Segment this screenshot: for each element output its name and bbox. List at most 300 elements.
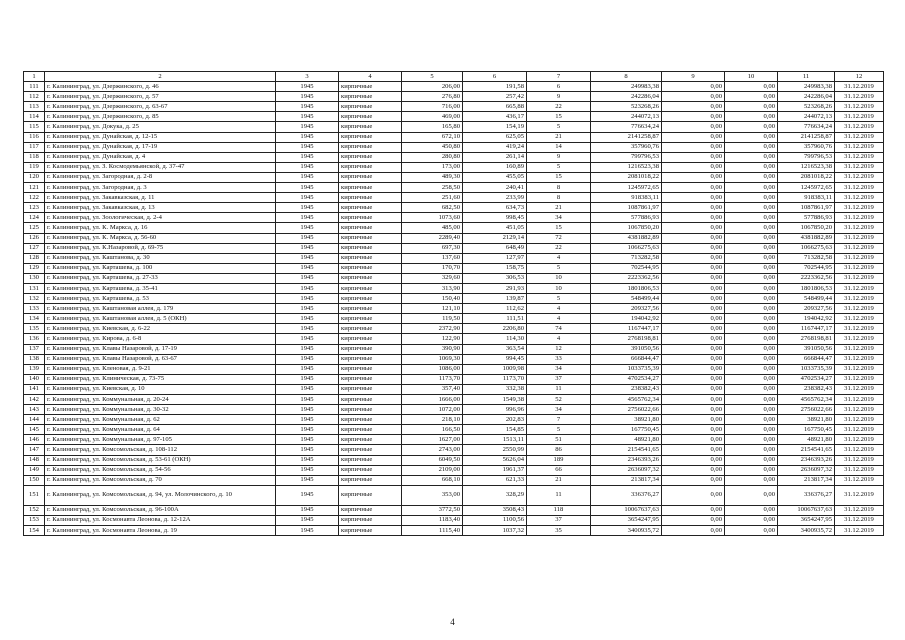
- cell-cost-col-9: 0,00: [662, 203, 725, 213]
- cell-total-cost: 38921,80: [591, 415, 662, 425]
- cell-living-area: 111,51: [463, 314, 527, 324]
- cell-address: г. Калининград, ул. Дзержинского, д. 85: [45, 112, 276, 122]
- cell-residents-count: 11: [527, 485, 591, 505]
- header-cell-total-cost: 8: [591, 72, 662, 82]
- table-header-row: [24, 72, 884, 82]
- cell-cost-col-10: 0,00: [725, 294, 778, 304]
- cell-address: г. Калининград, ул. Закавказская, д. 13: [45, 203, 276, 213]
- header-cell-row-number: 1: [24, 72, 45, 82]
- cell-year-built: 1945: [276, 334, 339, 344]
- cell-deadline-date: 31.12.2019: [835, 344, 884, 354]
- cell-row-number: 149: [24, 465, 45, 475]
- cell-residents-count: 7: [527, 415, 591, 425]
- cell-year-built: 1945: [276, 132, 339, 142]
- cell-address: г. Калининград, ул. Дзержинского, д. 63-67: [45, 102, 276, 112]
- cell-total-cost: 3654247,95: [591, 515, 662, 525]
- cell-total-cost: 2081018,22: [591, 172, 662, 182]
- cell-cost-col-11: 1245972,65: [778, 183, 835, 193]
- cell-cost-col-9: 0,00: [662, 395, 725, 405]
- cell-residents-count: 8: [527, 193, 591, 203]
- table-row: [24, 515, 884, 525]
- cell-total-area: 485,00: [402, 223, 463, 233]
- cell-cost-col-10: 0,00: [725, 354, 778, 364]
- cell-wall-material: кирпичные: [339, 435, 402, 445]
- cell-address: г. Калининград, ул. К. Маркса, д. 16: [45, 223, 276, 233]
- cell-cost-col-11: 336376,27: [778, 485, 835, 505]
- cell-row-number: 133: [24, 304, 45, 314]
- cell-total-area: 1115,40: [402, 526, 463, 536]
- cell-cost-col-9: 0,00: [662, 364, 725, 374]
- cell-wall-material: кирпичные: [339, 526, 402, 536]
- cell-year-built: 1945: [276, 233, 339, 243]
- table-row: [24, 304, 884, 314]
- cell-year-built: 1945: [276, 465, 339, 475]
- header-cell-cost-col-9: 9: [662, 72, 725, 82]
- cell-deadline-date: 31.12.2019: [835, 122, 884, 132]
- cell-living-area: 451,05: [463, 223, 527, 233]
- cell-living-area: 112,62: [463, 304, 527, 314]
- cell-cost-col-10: 0,00: [725, 82, 778, 92]
- cell-cost-col-9: 0,00: [662, 162, 725, 172]
- cell-year-built: 1945: [276, 122, 339, 132]
- cell-cost-col-11: 666844,47: [778, 354, 835, 364]
- cell-residents-count: 21: [527, 475, 591, 485]
- cell-cost-col-9: 0,00: [662, 425, 725, 435]
- cell-total-area: 1183,40: [402, 515, 463, 525]
- cell-total-area: 469,00: [402, 112, 463, 122]
- cell-total-area: 1069,30: [402, 354, 463, 364]
- header-cell-total-area: 5: [402, 72, 463, 82]
- cell-wall-material: кирпичные: [339, 263, 402, 273]
- cell-total-area: 206,00: [402, 82, 463, 92]
- cell-total-area: 150,40: [402, 294, 463, 304]
- cell-year-built: 1945: [276, 485, 339, 505]
- cell-year-built: 1945: [276, 395, 339, 405]
- cell-total-area: 1072,00: [402, 405, 463, 415]
- table-row: [24, 132, 884, 142]
- cell-cost-col-11: 2081018,22: [778, 172, 835, 182]
- cell-row-number: 129: [24, 263, 45, 273]
- cell-wall-material: кирпичные: [339, 314, 402, 324]
- cell-year-built: 1945: [276, 172, 339, 182]
- cell-living-area: 154,85: [463, 425, 527, 435]
- cell-deadline-date: 31.12.2019: [835, 243, 884, 253]
- cell-address: г. Калининград, ул. К. Маркса, д. 56-60: [45, 233, 276, 243]
- table-row: [24, 92, 884, 102]
- table-row: [24, 283, 884, 293]
- cell-total-cost: 776634,24: [591, 122, 662, 132]
- cell-address: г. Калининград, ул. Комсомольская, д. 108-112: [45, 445, 276, 455]
- cell-cost-col-11: 1216523,38: [778, 162, 835, 172]
- cell-year-built: 1945: [276, 425, 339, 435]
- cell-cost-col-9: 0,00: [662, 435, 725, 445]
- cell-residents-count: 5: [527, 294, 591, 304]
- cell-living-area: 1961,37: [463, 465, 527, 475]
- cell-year-built: 1945: [276, 515, 339, 525]
- cell-cost-col-11: 391050,56: [778, 344, 835, 354]
- cell-living-area: 261,14: [463, 152, 527, 162]
- cell-deadline-date: 31.12.2019: [835, 334, 884, 344]
- cell-address: г. Калининград, ул. Коммунальная, д. 62: [45, 415, 276, 425]
- cell-residents-count: 4: [527, 334, 591, 344]
- cell-residents-count: 51: [527, 435, 591, 445]
- cell-residents-count: 35: [527, 526, 591, 536]
- cell-residents-count: 21: [527, 203, 591, 213]
- cell-living-area: 257,42: [463, 92, 527, 102]
- table-row: [24, 505, 884, 515]
- cell-cost-col-11: 1801806,53: [778, 283, 835, 293]
- cell-total-cost: 213817,34: [591, 475, 662, 485]
- cell-cost-col-10: 0,00: [725, 515, 778, 525]
- cell-deadline-date: 31.12.2019: [835, 132, 884, 142]
- cell-total-area: 218,10: [402, 415, 463, 425]
- cell-cost-col-11: 702544,95: [778, 263, 835, 273]
- cell-wall-material: кирпичные: [339, 354, 402, 364]
- cell-total-area: 716,00: [402, 102, 463, 112]
- cell-total-area: 1666,00: [402, 395, 463, 405]
- cell-living-area: 436,17: [463, 112, 527, 122]
- table-row: [24, 425, 884, 435]
- table-row: [24, 253, 884, 263]
- cell-living-area: 419,24: [463, 142, 527, 152]
- cell-total-cost: 357960,76: [591, 142, 662, 152]
- cell-cost-col-10: 0,00: [725, 142, 778, 152]
- cell-total-area: 165,80: [402, 122, 463, 132]
- cell-wall-material: кирпичные: [339, 152, 402, 162]
- cell-total-area: 353,00: [402, 485, 463, 505]
- cell-total-cost: 548499,44: [591, 294, 662, 304]
- cell-residents-count: 22: [527, 102, 591, 112]
- cell-deadline-date: 31.12.2019: [835, 273, 884, 283]
- cell-total-area: 258,50: [402, 183, 463, 193]
- cell-row-number: 136: [24, 334, 45, 344]
- cell-year-built: 1945: [276, 193, 339, 203]
- cell-year-built: 1945: [276, 142, 339, 152]
- cell-address: г. Калининград, ул. Каштанова, д. 30: [45, 253, 276, 263]
- cell-cost-col-11: 2346393,26: [778, 455, 835, 465]
- cell-wall-material: кирпичные: [339, 193, 402, 203]
- cell-address: г. Калининград, ул. Карташева, д. 27-33: [45, 273, 276, 283]
- cell-row-number: 141: [24, 384, 45, 394]
- cell-wall-material: кирпичные: [339, 92, 402, 102]
- table-row: [24, 233, 884, 243]
- cell-residents-count: 21: [527, 132, 591, 142]
- cell-cost-col-10: 0,00: [725, 183, 778, 193]
- cell-cost-col-11: 2636097,32: [778, 465, 835, 475]
- cell-living-area: 160,89: [463, 162, 527, 172]
- cell-residents-count: 5: [527, 162, 591, 172]
- cell-cost-col-11: 167750,45: [778, 425, 835, 435]
- cell-row-number: 130: [24, 273, 45, 283]
- cell-cost-col-11: 242286,04: [778, 92, 835, 102]
- cell-cost-col-9: 0,00: [662, 455, 725, 465]
- cell-year-built: 1945: [276, 82, 339, 92]
- cell-total-cost: 48921,80: [591, 435, 662, 445]
- cell-wall-material: кирпичные: [339, 465, 402, 475]
- cell-cost-col-11: 523268,26: [778, 102, 835, 112]
- table-row: [24, 162, 884, 172]
- cell-total-cost: 3400935,72: [591, 526, 662, 536]
- cell-cost-col-9: 0,00: [662, 294, 725, 304]
- cell-total-cost: 238382,43: [591, 384, 662, 394]
- cell-address: г. Калининград, ул. Загородная, д. 3: [45, 183, 276, 193]
- cell-row-number: 128: [24, 253, 45, 263]
- cell-total-area: 251,60: [402, 193, 463, 203]
- cell-cost-col-9: 0,00: [662, 324, 725, 334]
- cell-row-number: 152: [24, 505, 45, 515]
- cell-cost-col-11: 1033735,39: [778, 364, 835, 374]
- cell-deadline-date: 31.12.2019: [835, 82, 884, 92]
- cell-wall-material: кирпичные: [339, 132, 402, 142]
- cell-total-cost: 2154541,65: [591, 445, 662, 455]
- cell-living-area: 994,45: [463, 354, 527, 364]
- cell-deadline-date: 31.12.2019: [835, 183, 884, 193]
- cell-row-number: 127: [24, 243, 45, 253]
- cell-cost-col-10: 0,00: [725, 213, 778, 223]
- cell-row-number: 139: [24, 364, 45, 374]
- cell-cost-col-10: 0,00: [725, 485, 778, 505]
- page-number: 4: [450, 617, 455, 627]
- cell-address: г. Калининград, ул. Карташева, д. 100: [45, 263, 276, 273]
- cell-cost-col-10: 0,00: [725, 203, 778, 213]
- cell-year-built: 1945: [276, 273, 339, 283]
- cell-living-area: 998,45: [463, 213, 527, 223]
- cell-total-cost: 209327,56: [591, 304, 662, 314]
- cell-row-number: 116: [24, 132, 45, 142]
- cell-total-cost: 167750,45: [591, 425, 662, 435]
- cell-cost-col-9: 0,00: [662, 354, 725, 364]
- cell-cost-col-11: 548499,44: [778, 294, 835, 304]
- cell-address: г. Калининград, ул. Дунайская, д. 4: [45, 152, 276, 162]
- cell-residents-count: 86: [527, 445, 591, 455]
- cell-living-area: 621,33: [463, 475, 527, 485]
- header-cell-living-area: 6: [463, 72, 527, 82]
- cell-row-number: 154: [24, 526, 45, 536]
- cell-year-built: 1945: [276, 253, 339, 263]
- cell-deadline-date: 31.12.2019: [835, 193, 884, 203]
- cell-address: г. Калининград, ул. Космонавта Леонова, д. 19: [45, 526, 276, 536]
- cell-total-area: 3772,50: [402, 505, 463, 515]
- cell-cost-col-11: 1067850,20: [778, 223, 835, 233]
- cell-address: г. Калининград, ул. Космонавта Леонова, д. 12-12А: [45, 515, 276, 525]
- cell-year-built: 1945: [276, 223, 339, 233]
- cell-total-area: 119,50: [402, 314, 463, 324]
- cell-row-number: 140: [24, 374, 45, 384]
- cell-address: г. Калининград, ул. Дзержинского, д. 46: [45, 82, 276, 92]
- cell-address: г. Калининград, ул. Зоологическая, д. 2-4: [45, 213, 276, 223]
- cell-living-area: 363,54: [463, 344, 527, 354]
- cell-deadline-date: 31.12.2019: [835, 253, 884, 263]
- cell-address: г. Калининград, ул. Закавказская, д. 11: [45, 193, 276, 203]
- cell-total-cost: 2346393,26: [591, 455, 662, 465]
- cell-cost-col-10: 0,00: [725, 465, 778, 475]
- table-row: [24, 374, 884, 384]
- cell-deadline-date: 31.12.2019: [835, 465, 884, 475]
- cell-address: г. Калининград, ул. Киевская, д. 6-22: [45, 324, 276, 334]
- cell-row-number: 123: [24, 203, 45, 213]
- cell-living-area: 625,05: [463, 132, 527, 142]
- cell-total-cost: 336376,27: [591, 485, 662, 505]
- cell-deadline-date: 31.12.2019: [835, 92, 884, 102]
- table-row: [24, 112, 884, 122]
- cell-total-cost: 1066275,63: [591, 243, 662, 253]
- cell-row-number: 122: [24, 193, 45, 203]
- cell-year-built: 1945: [276, 162, 339, 172]
- cell-year-built: 1945: [276, 183, 339, 193]
- table-row: [24, 445, 884, 455]
- cell-deadline-date: 31.12.2019: [835, 233, 884, 243]
- cell-living-area: 455,05: [463, 172, 527, 182]
- cell-cost-col-9: 0,00: [662, 142, 725, 152]
- cell-cost-col-11: 38921,80: [778, 415, 835, 425]
- cell-row-number: 114: [24, 112, 45, 122]
- cell-year-built: 1945: [276, 213, 339, 223]
- cell-deadline-date: 31.12.2019: [835, 395, 884, 405]
- cell-wall-material: кирпичные: [339, 455, 402, 465]
- property-table: [23, 71, 884, 536]
- cell-residents-count: 12: [527, 344, 591, 354]
- cell-row-number: 117: [24, 142, 45, 152]
- cell-cost-col-11: 1066275,63: [778, 243, 835, 253]
- cell-wall-material: кирпичные: [339, 515, 402, 525]
- cell-address: г. Калининград, ул. Карташева, д. 53: [45, 294, 276, 304]
- cell-cost-col-11: 357960,76: [778, 142, 835, 152]
- cell-cost-col-9: 0,00: [662, 283, 725, 293]
- cell-address: г. Калининград, ул. Киевская, д. 10: [45, 384, 276, 394]
- cell-residents-count: 5: [527, 122, 591, 132]
- cell-wall-material: кирпичные: [339, 243, 402, 253]
- cell-cost-col-10: 0,00: [725, 334, 778, 344]
- cell-row-number: 115: [24, 122, 45, 132]
- cell-total-area: 329,60: [402, 273, 463, 283]
- header-cell-address: 2: [45, 72, 276, 82]
- cell-row-number: 124: [24, 213, 45, 223]
- cell-address: г. Калининград, ул. Загородная, д. 2-8: [45, 172, 276, 182]
- cell-cost-col-11: 213817,34: [778, 475, 835, 485]
- cell-deadline-date: 31.12.2019: [835, 102, 884, 112]
- table-row: [24, 314, 884, 324]
- cell-deadline-date: 31.12.2019: [835, 515, 884, 525]
- table-row: [24, 172, 884, 182]
- cell-total-area: 682,50: [402, 203, 463, 213]
- cell-deadline-date: 31.12.2019: [835, 213, 884, 223]
- cell-cost-col-9: 0,00: [662, 273, 725, 283]
- cell-row-number: 134: [24, 314, 45, 324]
- cell-address: г. Калининград, ул. Докука, д. 25: [45, 122, 276, 132]
- table-row: [24, 193, 884, 203]
- cell-row-number: 144: [24, 415, 45, 425]
- cell-deadline-date: 31.12.2019: [835, 485, 884, 505]
- cell-living-area: 665,88: [463, 102, 527, 112]
- table-row: [24, 183, 884, 193]
- cell-cost-col-9: 0,00: [662, 505, 725, 515]
- cell-row-number: 119: [24, 162, 45, 172]
- cell-cost-col-11: 4381882,89: [778, 233, 835, 243]
- cell-total-area: 672,10: [402, 132, 463, 142]
- table-row: [24, 213, 884, 223]
- cell-wall-material: кирпичные: [339, 415, 402, 425]
- cell-year-built: 1945: [276, 92, 339, 102]
- cell-cost-col-9: 0,00: [662, 475, 725, 485]
- cell-row-number: 147: [24, 445, 45, 455]
- cell-residents-count: 10: [527, 273, 591, 283]
- cell-residents-count: 9: [527, 92, 591, 102]
- cell-wall-material: кирпичные: [339, 384, 402, 394]
- table-row: [24, 203, 884, 213]
- cell-cost-col-10: 0,00: [725, 304, 778, 314]
- header-cell-residents-count: 7: [527, 72, 591, 82]
- cell-total-cost: 391050,56: [591, 344, 662, 354]
- cell-residents-count: 15: [527, 223, 591, 233]
- cell-residents-count: 4: [527, 304, 591, 314]
- cell-cost-col-9: 0,00: [662, 485, 725, 505]
- cell-year-built: 1945: [276, 324, 339, 334]
- cell-cost-col-9: 0,00: [662, 445, 725, 455]
- cell-deadline-date: 31.12.2019: [835, 505, 884, 515]
- cell-cost-col-9: 0,00: [662, 374, 725, 384]
- cell-residents-count: 11: [527, 384, 591, 394]
- cell-total-area: 173,00: [402, 162, 463, 172]
- cell-cost-col-11: 194042,92: [778, 314, 835, 324]
- cell-row-number: 148: [24, 455, 45, 465]
- cell-row-number: 126: [24, 233, 45, 243]
- cell-cost-col-10: 0,00: [725, 364, 778, 374]
- cell-total-area: 1073,60: [402, 213, 463, 223]
- cell-wall-material: кирпичные: [339, 374, 402, 384]
- cell-row-number: 153: [24, 515, 45, 525]
- cell-wall-material: кирпичные: [339, 82, 402, 92]
- cell-living-area: 139,87: [463, 294, 527, 304]
- cell-wall-material: кирпичные: [339, 475, 402, 485]
- table-row: [24, 455, 884, 465]
- cell-row-number: 143: [24, 405, 45, 415]
- cell-cost-col-11: 48921,80: [778, 435, 835, 445]
- cell-total-area: 450,80: [402, 142, 463, 152]
- cell-residents-count: 118: [527, 505, 591, 515]
- cell-cost-col-10: 0,00: [725, 324, 778, 334]
- cell-cost-col-10: 0,00: [725, 283, 778, 293]
- table-row: [24, 324, 884, 334]
- cell-wall-material: кирпичные: [339, 162, 402, 172]
- cell-cost-col-9: 0,00: [662, 213, 725, 223]
- cell-cost-col-11: 4565762,34: [778, 395, 835, 405]
- cell-address: г. Калининград, ул. Кирова, д. 6-8: [45, 334, 276, 344]
- cell-residents-count: 5: [527, 263, 591, 273]
- cell-living-area: 154,19: [463, 122, 527, 132]
- cell-total-area: 1627,00: [402, 435, 463, 445]
- cell-year-built: 1945: [276, 243, 339, 253]
- cell-address: г. Калининград, ул. Дунайская, д. 17-19: [45, 142, 276, 152]
- cell-cost-col-9: 0,00: [662, 223, 725, 233]
- cell-cost-col-10: 0,00: [725, 243, 778, 253]
- cell-row-number: 142: [24, 395, 45, 405]
- table-row: [24, 263, 884, 273]
- cell-total-area: 1086,00: [402, 364, 463, 374]
- cell-wall-material: кирпичные: [339, 273, 402, 283]
- cell-cost-col-10: 0,00: [725, 102, 778, 112]
- cell-total-area: 1173,70: [402, 374, 463, 384]
- cell-wall-material: кирпичные: [339, 324, 402, 334]
- table-row: [24, 465, 884, 475]
- cell-deadline-date: 31.12.2019: [835, 304, 884, 314]
- cell-total-cost: 244072,13: [591, 112, 662, 122]
- cell-living-area: 2550,99: [463, 445, 527, 455]
- cell-wall-material: кирпичные: [339, 405, 402, 415]
- cell-total-cost: 2223362,56: [591, 273, 662, 283]
- cell-deadline-date: 31.12.2019: [835, 445, 884, 455]
- cell-cost-col-11: 3654247,95: [778, 515, 835, 525]
- cell-cost-col-10: 0,00: [725, 162, 778, 172]
